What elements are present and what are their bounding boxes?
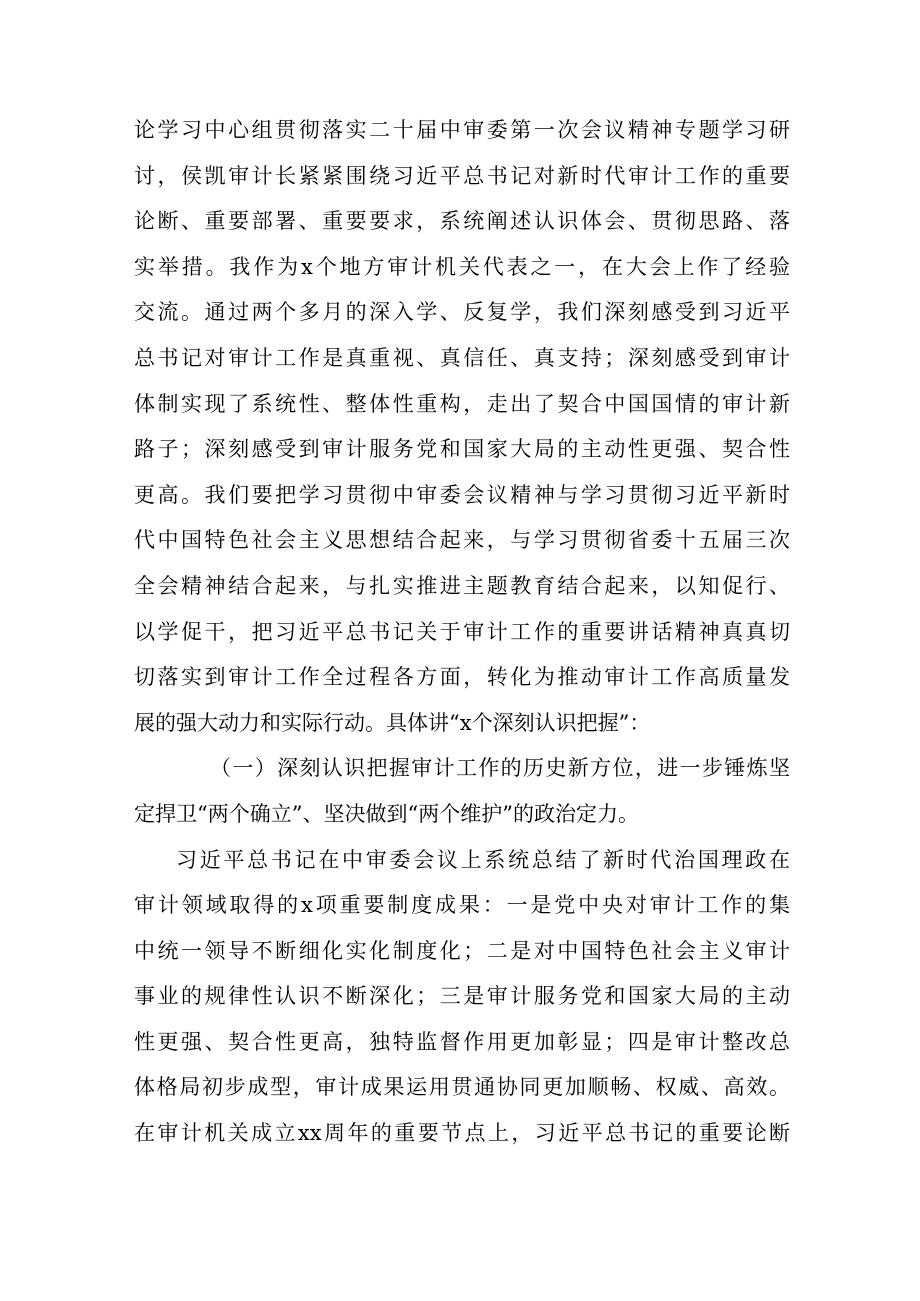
section-heading-1 [134, 746, 790, 837]
text-line: 论断、重要部署、重要要求，系统阐述认识体会、贯彻思路、落 [134, 209, 790, 234]
text-line: 全会精神结合起来，与扎实推进主题教育结合起来，以知促行、 [134, 573, 790, 598]
document-body [134, 108, 790, 1157]
text-line: 在审计机关成立xx周年的重要节点上，习近平总书记的重要论断 [134, 1121, 790, 1146]
text-line: 路子；深刻感受到审计服务党和国家大局的主动性更强、契合性 [134, 437, 790, 462]
text-line: 习近平总书记在中审委会议上系统总结了新时代治国理政在 [176, 847, 790, 872]
text-line: 体制实现了系统性、整体性重构，走出了契合中国国情的审计新 [134, 391, 790, 416]
text-line: 体格局初步成型，审计成果运用贯通协同更加顺畅、权威、高效。 [134, 1075, 790, 1100]
text-line: 审计领域取得的x项重要制度成果：一是党中央对审计工作的集 [134, 893, 790, 918]
text-line: 以学促干，把习近平总书记关于审计工作的重要讲话精神真真切 [134, 619, 790, 644]
text-line: 实举措。我作为x个地方审计机关代表之一，在大会上作了经验 [134, 254, 790, 279]
paragraph-section-1 [134, 838, 790, 1157]
text-line: 总书记对审计工作是真重视、真信任、真支持；深刻感受到审计 [134, 345, 790, 370]
text-line: 性更强、契合性更高，独特监督作用更加彰显；四是审计整改总 [134, 1029, 790, 1054]
text-line: 讨，侯凯审计长紧紧围绕习近平总书记对新时代审计工作的重要 [134, 163, 790, 188]
text-line: 事业的规律性认识不断深化；三是审计服务党和国家大局的主动 [134, 984, 790, 1009]
text-line: 展的强大动力和实际行动。具体讲“x个深刻认识把握”： [134, 710, 651, 735]
text-line: 代中国特色社会主义思想结合起来，与学习贯彻省委十五届三次 [134, 528, 790, 553]
text-line: 论学习中心组贯彻落实二十届中审委第一次会议精神专题学习研 [134, 118, 790, 142]
text-line: 切落实到审计工作全过程各方面，转化为推动审计工作高质量发 [134, 665, 790, 690]
text-line: 更高。我们要把学习贯彻中审委会议精神与学习贯彻习近平新时 [134, 482, 790, 507]
heading-line: 定捍卫“两个确立”、坚决做到“两个维护”的政治定力。 [134, 801, 639, 826]
text-line: 交流。通过两个多月的深入学、反复学，我们深刻感受到习近平 [134, 300, 790, 325]
paragraph-intro [134, 108, 790, 746]
text-line: 中统一领导不断细化实化制度化；二是对中国特色社会主义审计 [134, 938, 790, 963]
heading-line: （一）深刻认识把握审计工作的历史新方位，进一步锤炼坚 [210, 756, 790, 781]
